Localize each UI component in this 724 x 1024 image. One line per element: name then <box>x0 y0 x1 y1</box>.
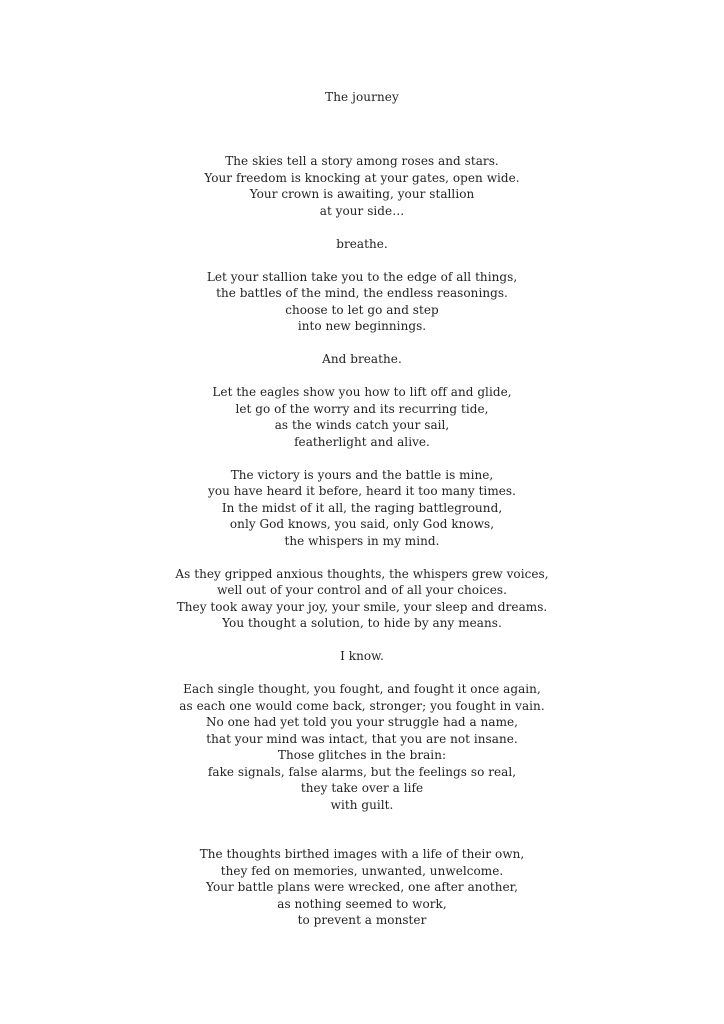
poem-line: They took away your joy, your smile, your sleep and dreams. <box>176 599 548 614</box>
poem-line: choose to let go and step <box>285 302 439 317</box>
poem-line: let go of the worry and its recurring tide, <box>235 401 489 416</box>
poem-line: breathe. <box>336 236 388 251</box>
poem-line: only God knows, you said, only God knows, <box>229 517 495 531</box>
stanza-3 <box>0 269 724 335</box>
stanza-gap <box>0 335 724 352</box>
stanza-4 <box>0 351 724 368</box>
stanza-8 <box>0 648 724 665</box>
poem-line: to prevent a monster <box>297 913 427 927</box>
stanza-gap <box>0 549 724 566</box>
poem-line: The skies tell a story among roses and stars. <box>225 154 499 168</box>
poem-line: with guilt. <box>330 797 394 812</box>
stanza-9 <box>0 681 724 813</box>
poem-line: Those glitches in the brain: <box>277 748 447 762</box>
stanza-5 <box>0 384 724 450</box>
poem-line: In the midst of it all, the raging battleground, <box>221 500 503 515</box>
stanza-10 <box>0 846 724 929</box>
poem-line: The thoughts birthed images with a life of their own, <box>199 847 525 861</box>
poem-line: at your side… <box>319 203 405 218</box>
poem-line: As they gripped anxious thoughts, the whispers grew voices, <box>175 566 549 581</box>
poem-line: you have heard it before, heard it too many times. <box>208 484 516 498</box>
poem-line: that your mind was intact, that you are not insane. <box>206 731 518 746</box>
poem-title: The journey <box>325 90 399 104</box>
poem-line: I know. <box>340 649 384 663</box>
poem-body <box>0 153 724 929</box>
poem-line: You thought a solution, to hide by any means. <box>222 616 502 630</box>
poem-line: into new beginnings. <box>297 319 427 333</box>
poem-line: as each one would come back, stronger; you fought in vain. <box>179 698 545 713</box>
poem-line: Each single thought, you fought, and fought it once again, <box>183 682 541 696</box>
poem-line: the whispers in my mind. <box>284 533 440 548</box>
stanza-7 <box>0 566 724 632</box>
poem-line: Your crown is awaiting, your stallion <box>249 187 475 201</box>
stanza-6 <box>0 467 724 550</box>
poem-line: The victory is yours and the battle is mine, <box>230 467 494 482</box>
poem-line: fake signals, false alarms, but the feelings so real, <box>207 764 517 779</box>
stanza-gap <box>0 632 724 649</box>
poem-line: as nothing seemed to work, <box>277 896 447 911</box>
poem-line: the battles of the mind, the endless reasonings. <box>216 286 508 300</box>
poem-line: Let the eagles show you how to lift off and glide, <box>212 385 512 399</box>
stanza-gap <box>0 665 724 682</box>
stanza-gap <box>0 368 724 385</box>
poem-line: they take over a life <box>300 781 424 795</box>
poem-line: Let your stallion take you to the edge of all things, <box>206 269 518 284</box>
stanza-gap <box>0 813 724 846</box>
poem-line: well out of your control and of all your choices. <box>217 583 507 597</box>
poem-line: as the winds catch your sail, <box>274 418 450 432</box>
stanza-gap <box>0 450 724 467</box>
poem-line: And breathe. <box>322 352 402 366</box>
poem-line: they fed on memories, unwanted, unwelcome. <box>220 863 504 878</box>
stanza-gap <box>0 252 724 269</box>
stanza-1 <box>0 153 724 219</box>
poem-line: featherlight and alive. <box>294 434 430 449</box>
poem-line: No one had yet told you your struggle had a name, <box>205 715 519 729</box>
stanza-gap <box>0 219 724 236</box>
stanza-2 <box>0 236 724 253</box>
poem-line: Your freedom is knocking at your gates, open wide. <box>204 170 520 185</box>
poem-line: Your battle plans were wrecked, one after another, <box>206 880 518 894</box>
